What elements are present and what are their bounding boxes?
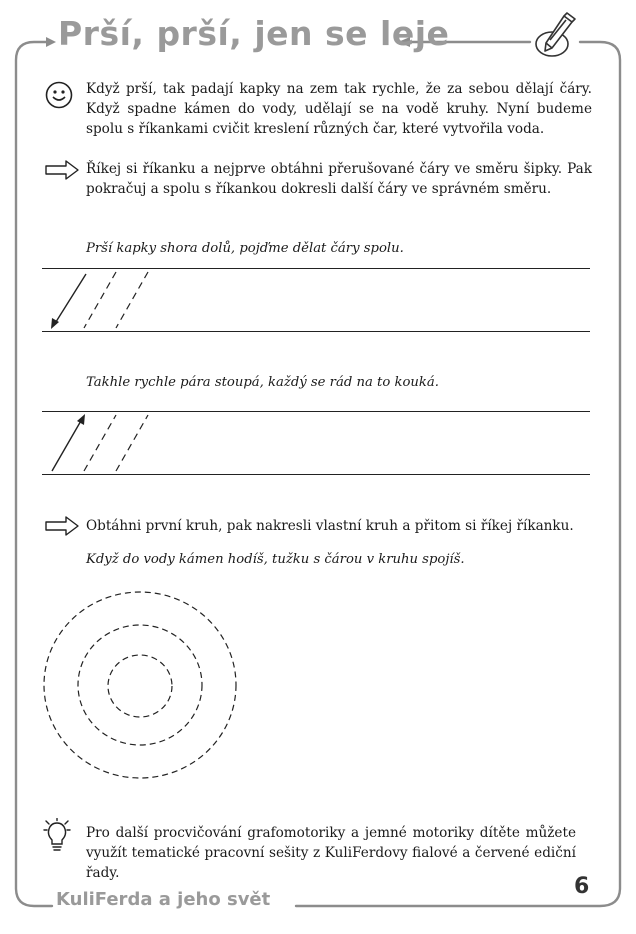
instruction-1: Říkej si říkanku a nejprve obtáhni přerušované čáry ve směru šipky. Pak pokračuj a spolu s říkankou dokresli další čáry ve správném směru.: [86, 161, 592, 197]
intro-paragraph: Když prší, tak padají kapky na zem tak rychle, že za sebou dělají čáry. Když spadne kámen do vody, udělají se na vodě kruhy. Nyní budeme spolu s říkankami cvičit kreslení různých čar, které vytvořila voda.: [86, 81, 592, 137]
pencil-icon: [530, 10, 580, 64]
arrow-icon: [44, 516, 80, 536]
smiley-icon: [44, 80, 74, 110]
steam-lines-exercise: [42, 411, 182, 475]
footer-brand: KuliFerda a jeho svět: [56, 889, 271, 910]
instruction-2: Obtáhni první kruh, pak nakresli vlastní kruh a přitom si říkej říkanku.: [86, 518, 574, 534]
lightbulb-icon: [42, 818, 72, 854]
rhyme-1: Prší kapky shora dolů, pojďme dělat čáry spolu.: [86, 241, 404, 256]
page-number: 6: [574, 874, 590, 899]
rhyme-2: Takhle rychle pára stoupá, každý se rád na to kouká.: [86, 375, 439, 390]
rain-lines-exercise: [42, 268, 182, 332]
circles-exercise: [40, 586, 244, 782]
arrow-icon: [44, 160, 80, 180]
rhyme-3: Když do vody kámen hodíš, tužku s čárou v kruhu spojíš.: [86, 552, 465, 567]
tip-paragraph: Pro další procvičování grafomotoriky a jemné motoriky dítěte můžete využít tematické pracovní sešity z KuliFerdovy fialové a červené ediční řady.: [86, 825, 576, 881]
page-title: Prší, prší, jen se leje: [58, 14, 450, 53]
